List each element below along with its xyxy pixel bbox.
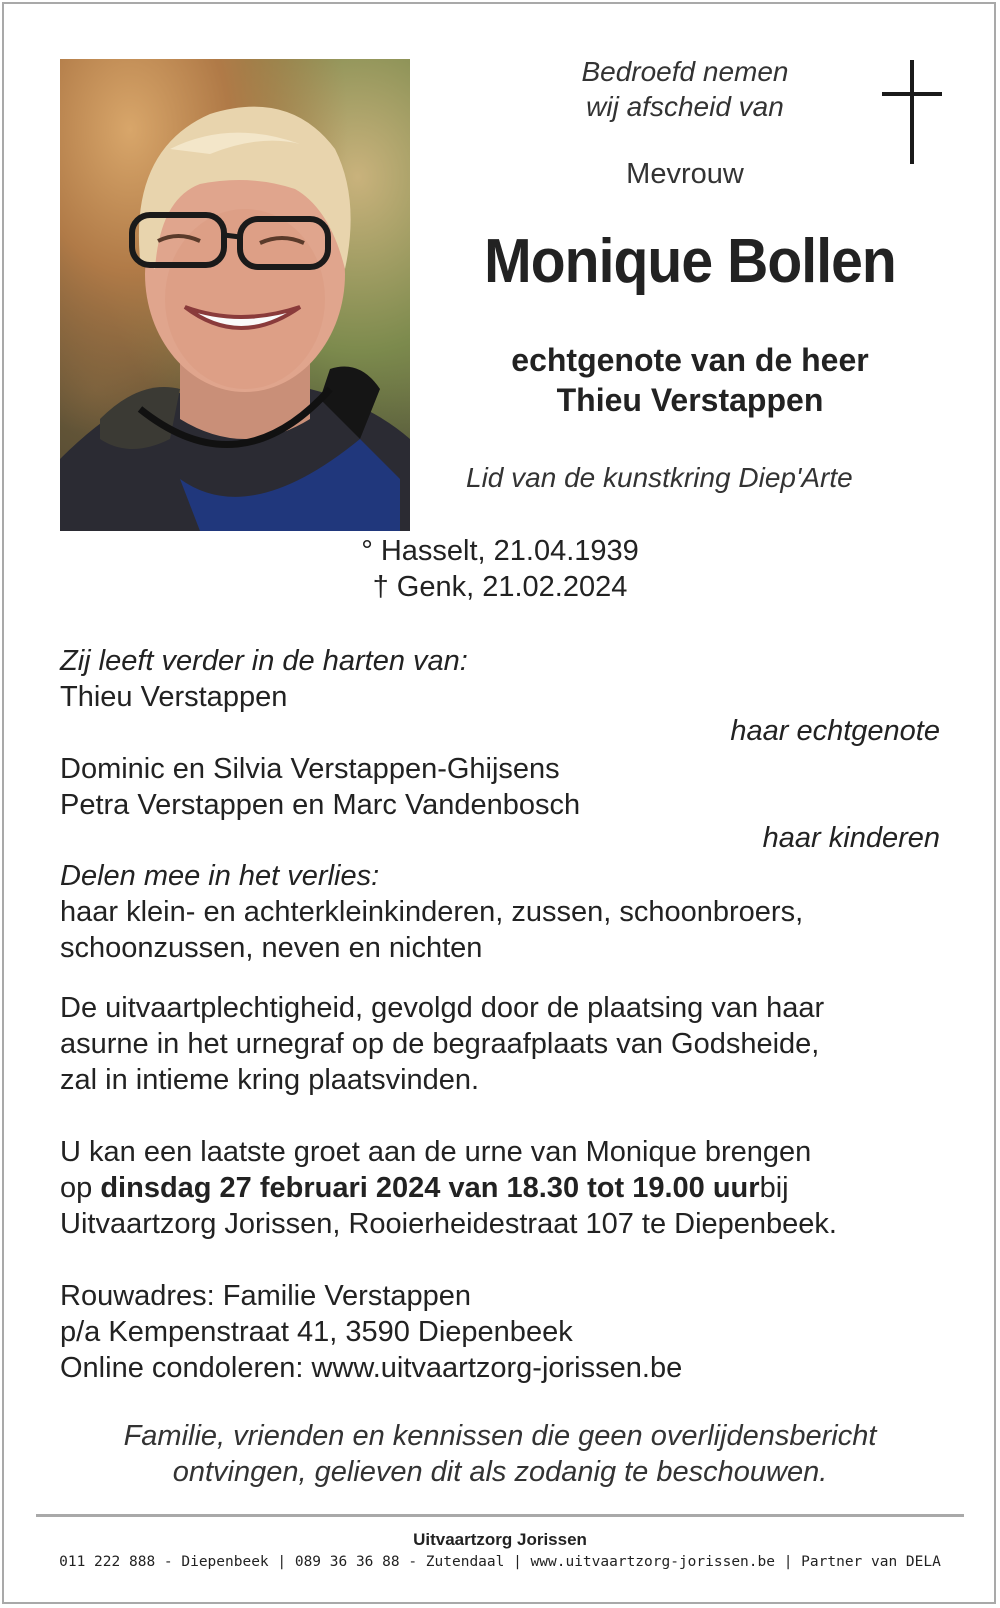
farewell-suffix: bij [759,1172,789,1204]
intro-line-2: wij afscheid van [586,91,784,122]
share-intro: Delen mee in het verlies: [60,860,380,892]
farewell-line-2 [60,1170,789,1206]
deceased-name: Monique Bollen [484,227,896,296]
children-role: haar kinderen [762,822,940,854]
footer-company: Uitvaartzorg Jorissen [413,1530,587,1549]
farewell-prefix: op [60,1172,101,1204]
relatives-line-1: haar klein- en achterkleinkinderen, zussen, schoonbroers, [60,896,804,928]
spouse-line-2: Thieu Verstappen [556,382,824,418]
portrait-photo [60,59,410,531]
farewell-line-3: Uitvaartzorg Jorissen, Rooierheidestraat 107 te Diepenbeek. [60,1208,837,1240]
condolence-link[interactable]: Online condoleren: www.uitvaartzorg-jorissen.be [60,1352,683,1384]
membership: Lid van de kunstkring Diep'Arte [466,462,853,493]
family-intro: Zij leeft verder in de harten van: [60,645,468,677]
footer-divider [36,1514,964,1517]
portrait-illustration [60,59,410,531]
intro-line-1: Bedroefd nemen [581,56,789,87]
ceremony-line-3: zal in intieme kring plaatsvinden. [60,1064,480,1096]
cross-icon [880,60,944,164]
ceremony-line-1: De uitvaartplechtigheid, gevolgd door de plaatsing van haar [60,992,825,1024]
birth-line: ° Hasselt, 21.04.1939 [361,535,639,567]
spouse-role: haar echtgenote [730,715,940,747]
child-line: Petra Verstappen en Marc Vandenbosch [60,789,581,821]
address-line-1: Rouwadres: Familie Verstappen [60,1280,472,1312]
address-line-2: p/a Kempenstraat 41, 3590 Diepenbeek [60,1316,573,1348]
spouse-name: Thieu Verstappen [60,681,288,713]
relatives-line-2: schoonzussen, neven en nichten [60,932,483,964]
death-line: † Genk, 21.02.2024 [372,571,628,603]
visitation-datetime: dinsdag 27 februari 2024 van 18.30 tot 19.00 uur [100,1172,760,1204]
notice-line-2: ontvingen, gelieven dit als zodanig te beschouwen. [172,1456,828,1488]
child-line: Dominic en Silvia Verstappen-Ghijsens [60,753,560,785]
farewell-line-1: U kan een laatste groet aan de urne van Monique brengen [60,1136,812,1168]
footer-contact-info: 011 222 888 - Diepenbeek | 089 36 36 88 - Zutendaal | www.uitvaartzorg-jorissen.be | Partner van DELA [59,1554,941,1570]
spouse-line-1: echtgenote van de heer [511,342,869,378]
notice-line-1: Familie, vrienden en kennissen die geen overlijdensbericht [123,1420,877,1452]
salutation: Mevrouw [626,158,744,190]
ceremony-line-2: asurne in het urnegraf op de begraafplaats van Godsheide, [60,1028,820,1060]
